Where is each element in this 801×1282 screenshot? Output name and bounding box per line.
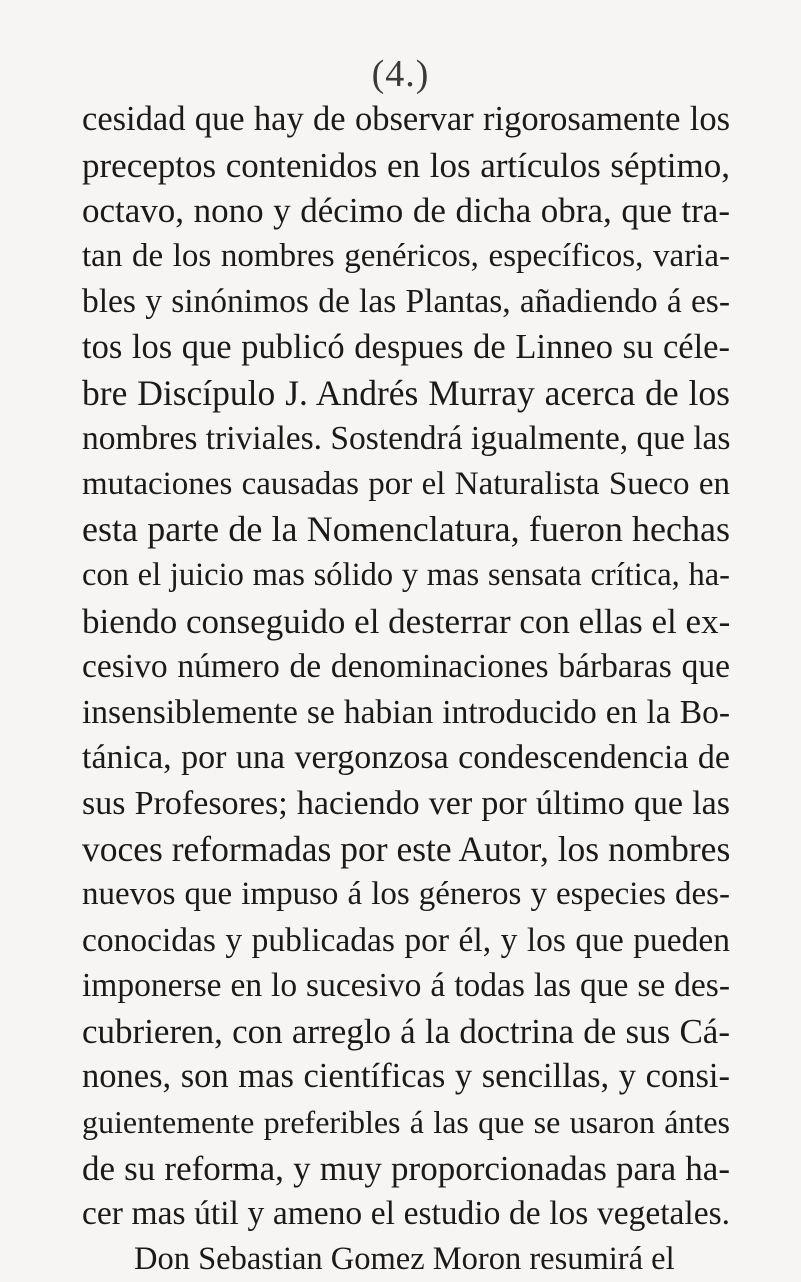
text-line: tos los que publicó despues de Linneo su céle- <box>82 327 730 366</box>
text-line: de su reforma, y muy proporcionadas para ha- <box>82 1148 730 1188</box>
page-number: (4.) <box>371 53 430 95</box>
text-line: voces reformadas por este Autor, los nombres <box>82 828 731 869</box>
body-text <box>82 97 730 1282</box>
text-line: cubrieren, con arreglo á la doctrina de sus Cá- <box>82 1011 730 1051</box>
text-line: Don Sebastian Gomez Moron resumirá el <box>134 1240 675 1277</box>
text-line: cesidad que hay de observar rigorosamente los <box>82 100 730 138</box>
text-line: esta parte de la Nomenclatura, fueron hechas <box>82 509 730 550</box>
text-line: tánica, por una vergonzosa condescendencia de <box>82 739 730 777</box>
text-line: bles y sinónimos de las Plantas, añadiendo á es- <box>82 283 730 321</box>
text-line: nuevos que impuso á los géneros y especies des- <box>82 876 730 913</box>
text-line: nombres triviales. Sostendrá igualmente, que las <box>82 420 731 458</box>
text-line: mutaciones causadas por el Naturalista Sueco en <box>82 465 730 502</box>
text-line: octavo, nono y décimo de dicha obra, que tra- <box>82 191 730 231</box>
text-line: preceptos contenidos en los artículos séptimo, <box>82 145 730 185</box>
text-line: guientemente preferibles á las que se usaron ántes <box>82 1104 730 1141</box>
text-line: biendo conseguido el desterrar con ellas el ex- <box>82 601 731 641</box>
text-line: cesivo número de denominaciones bárbaras que <box>82 648 730 686</box>
text-line: cer mas útil y ameno el estudio de los vegetales. <box>82 1195 730 1233</box>
text-line: bre Discípulo J. Andrés Murray acerca de los <box>82 372 730 413</box>
text-line: conocidas y publicadas por él, y los que pueden <box>82 921 730 959</box>
text-line: imponerse en lo sucesivo á todas las que se des- <box>82 967 730 1005</box>
text-line: sus Profesores; haciendo ver por último que las <box>82 784 730 822</box>
text-line: insensiblemente se habian introducido en la Bo- <box>82 693 730 731</box>
text-line: nones, son mas científicas y sencillas, y consi- <box>82 1057 730 1096</box>
text-line: tan de los nombres genéricos, específicos, varia- <box>82 237 730 274</box>
text-line: con el juicio mas sólido y mas sensata crítica, ha- <box>82 556 730 593</box>
